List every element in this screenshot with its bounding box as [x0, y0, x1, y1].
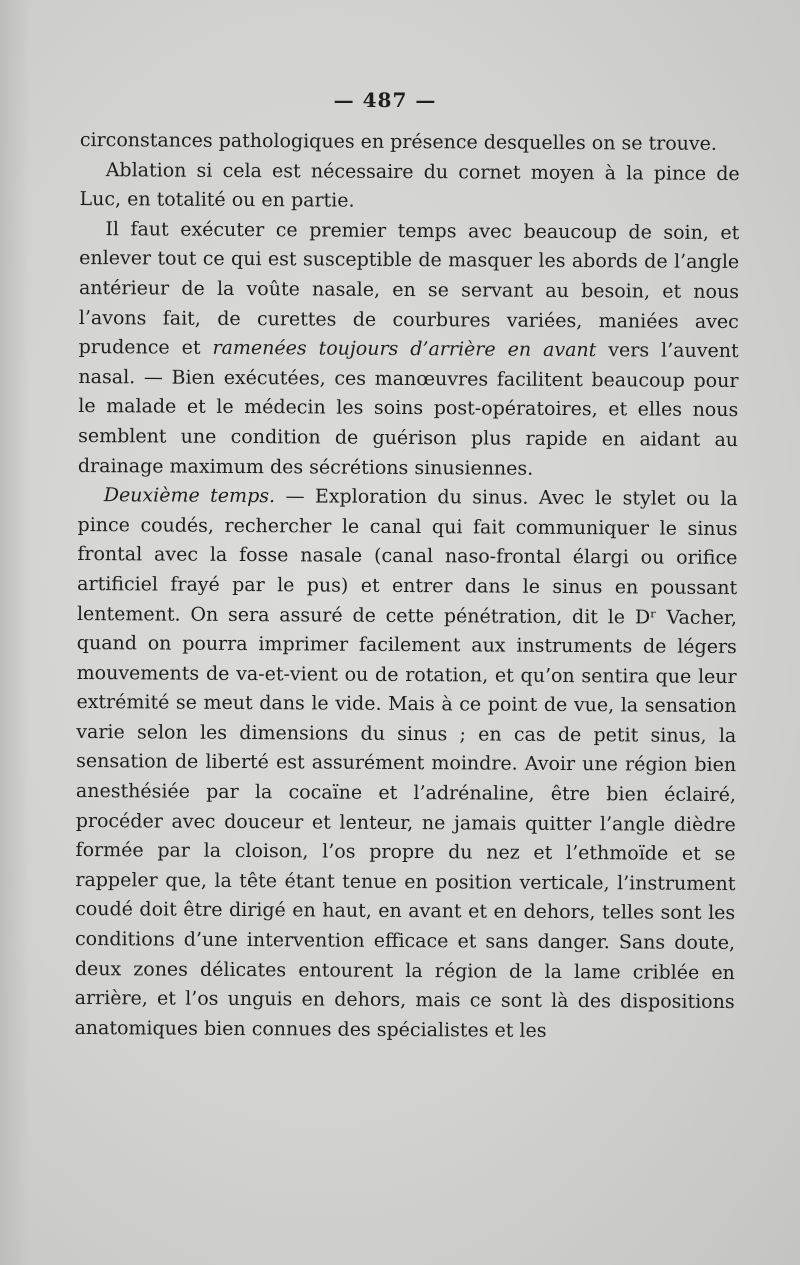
- text-run: circonstances pathologiques en présence desquelles on se trouve.: [79, 128, 718, 155]
- paragraph: [80, 126, 740, 160]
- text-run: Ablation si cela est nécessaire du cornet moyen à la pince de Luc, en totalité ou en partie.: [79, 158, 740, 212]
- paragraph: [79, 156, 739, 219]
- scan-shadow: [0, 0, 30, 1265]
- paragraph: [74, 481, 737, 1047]
- text-run: Il faut exécuter ce premier temps avec beaucoup de soin, et enlever tout ce qui est susceptible de masquer les abords de l’angle antérieur de la voûte nasale, en se servant au besoin, et nous l’avons fait, de curettes de courbures variées, maniées avec prudence et: [78, 217, 740, 359]
- italic-text: Deuxième temps.: [103, 484, 276, 508]
- body-text: [74, 126, 740, 1047]
- page-number: — 487 —: [333, 88, 437, 112]
- italic-text: ramenées toujours d’arrière en avant: [212, 336, 597, 362]
- text-run: vers l’auvent nasal. — Bien exécutées, ces manœuvres facilitent beaucoup pour le malade et le médecin les soins post-opératoires, et elles nous semblent une condition de guérison plus rapide en aidant au drainage maximum des sécrétions sinusiennes.: [77, 339, 739, 480]
- paragraph: [78, 215, 740, 485]
- text-run: — Exploration du sinus. Avec le stylet ou la pince coudés, rechercher le canal qui fait communiquer le sinus frontal avec la fosse nasale (canal naso-frontal élargi ou orifice artificiel frayé par le pus) et entrer dans le sinus en poussant lentement. On sera assuré de cette pénétration, dit le Dʳ Vacher, quand on pourra imprimer facilement aux instruments de légers mouvements de va-et-vient ou de rotation, et qu’on sentira que leur extrémité se meut dans le vide. Mais à ce point de vue, la sensation varie selon les dimensions du sinus ; en cas de petit sinus, la sensation de liberté est assurément moindre. Avoir une région bien anesthésiée par la cocaïne et l’adrénaline, être bien éclairé, procéder avec douceur et lenteur, ne jamais quitter l’angle dièdre formée par la cloison, l’os propre du nez et l’ethmoïde et se rappeler que, la tête étant tenue en position verticale, l’instrument coudé doit être dirigé en haut, en avant et en dehors, telles sont les conditions d’une intervention efficace et sans danger. Sans doute, deux zones délicates entourent la région de la lame criblée en arrière, et l’os unguis en dehors, mais ce sont là des dispositions anatomiques bien connues des spécialistes et les: [74, 485, 738, 1042]
